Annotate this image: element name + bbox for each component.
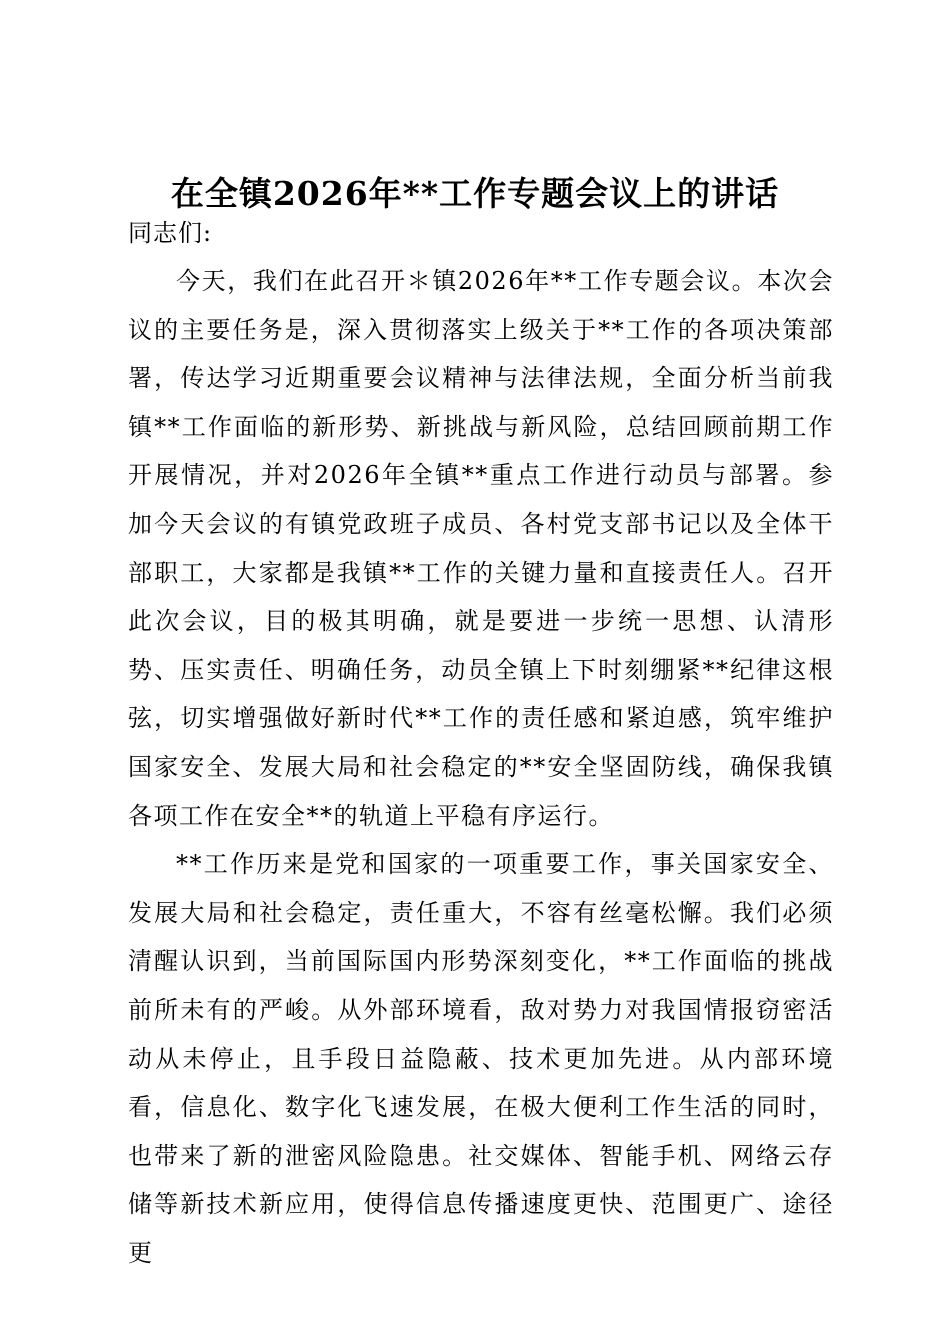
document-title: 在全镇2026年**工作专题会议上的讲话 [170, 174, 780, 213]
paragraph-1: 今天，我们在此召开＊镇2026年**工作专题会议。本次会议的主要任务是，深入贯彻落实上级关于**工作的各项决策部署，传达学习近期重要会议精神与法律法规，全面分析当前我镇**工作面临的新形势、新挑战与新风险，总结回顾前期工作开展情况，并对2026年全镇**重点工作进行动员与部署。参加今天会议的有镇党政班子成员、各村党支部书记以及全体干部职工，大家都是我镇**工作的关键力量和直接责任人。召开此次会议，目的极其明确，就是要进一步统一思想、认清形势、压实责任、明确任务，动员全镇上下时刻绷紧**纪律这根弦，切实增强做好新时代**工作的责任感和紧迫感，筑牢维护国家安全、发展大局和社会稳定的**安全坚固防线，确保我镇各项工作在安全**的轨道上平稳有序运行。 [128, 267, 834, 830]
paragraph-2: **工作历来是党和国家的一项重要工作，事关国家安全、发展大局和社会稳定，责任重大，不容有丝毫松懈。我们必须清醒认识到，当前国际国内形势深刻变化，**工作面临的挑战前所未有的严峻。从外部环境看，敌对势力对我国情报窃密活动从未停止，且手段日益隐蔽、技术更加先进。从内部环境看，信息化、数字化飞速发展，在极大便利工作生活的同时，也带来了新的泄密风险隐患。社交媒体、智能手机、网络云存储等新技术新应用，使得信息传播速度更快、范围更广、途径更 [128, 850, 834, 1267]
salutation: 同志们: [128, 219, 213, 247]
document-body [128, 209, 834, 1277]
